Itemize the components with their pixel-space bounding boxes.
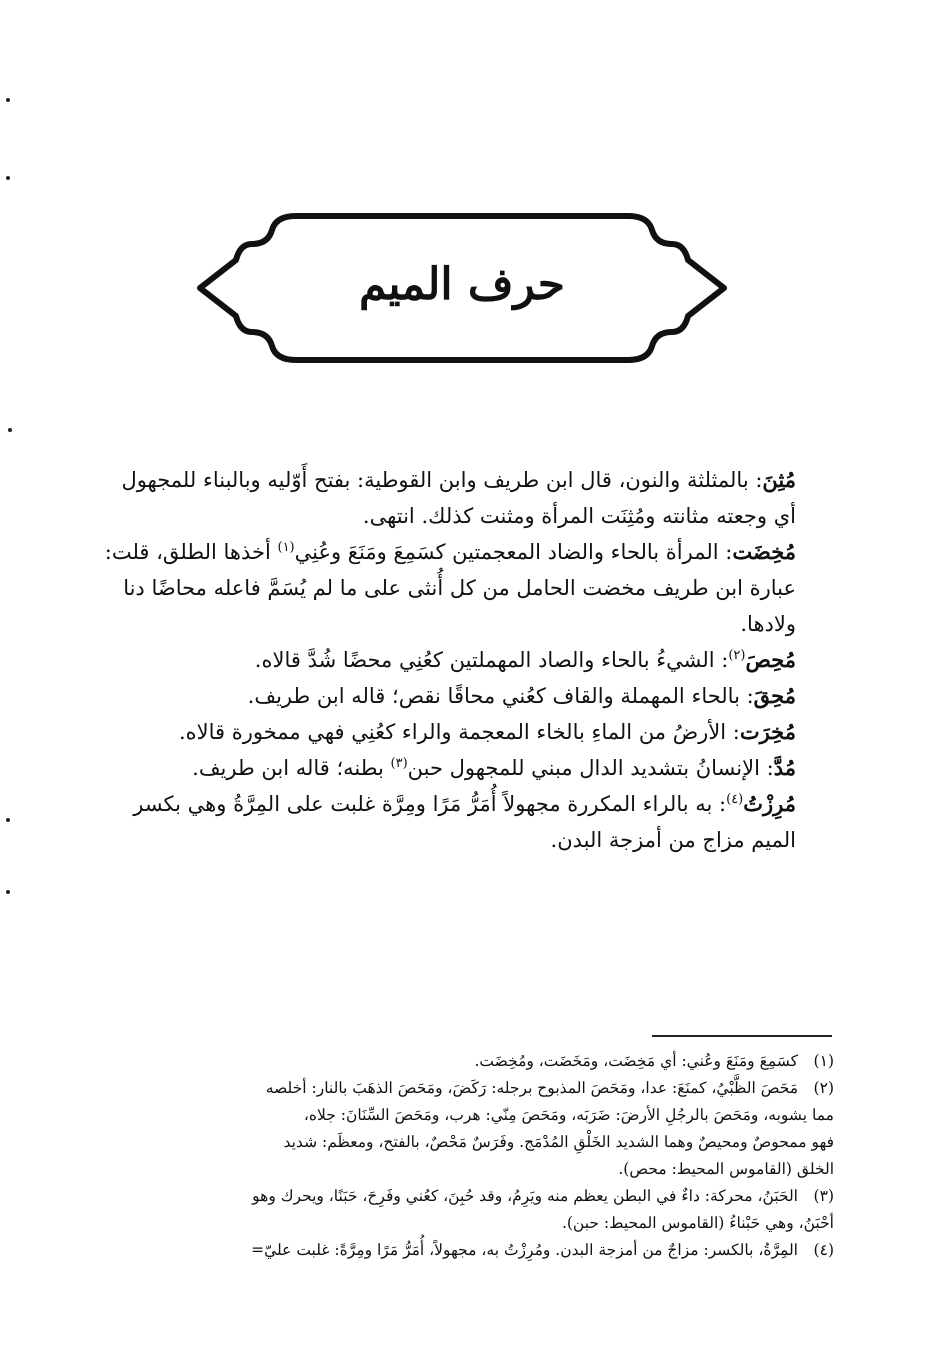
footnote-ref: (٤) (726, 792, 744, 807)
entry (94, 786, 834, 858)
entry-text: : المرأة بالحاء والضاد المعجمتين كسَمِعَ ومَنَعَ وعُنِي (294, 540, 733, 564)
entry-headword: مُرِزْتُ (743, 791, 796, 816)
entry (94, 714, 834, 750)
entry-text: : بالمثلثة والنون، قال ابن طريف وابن القوطية: بفتح أَوّليه وبالبناء للمجهول أي وجعته مثانته ومُثِنَت المرأة ومثنت كذلك. انتهى. (121, 468, 796, 528)
entry (94, 678, 834, 714)
entry-text: : به بالراء المكررة مجهولاً أُمَرُّ مَرًا ومِرَّة غلبت على المِرَّةُ وهي بكسر الميم مزاج من أمزجة البدن. (133, 792, 796, 852)
footnote-line: الحَبَنُ، محركة: داءٌ في البطن يعظم منه ويَرِمُ، وقد حُبِنَ، كعُني وفَرِحَ، حَبَنًا، ويحرك وهو (252, 1187, 798, 1205)
entry-text: : الشيءُ بالحاء والصاد المهملتين كعُنِي محضًا شُدَّ قالاه. (254, 648, 729, 672)
entry-headword: مُدَّ (773, 755, 796, 780)
entry (94, 642, 834, 678)
footnote-number: (١) (813, 1052, 834, 1070)
footnote-ref: (١) (277, 540, 295, 555)
entry (94, 462, 834, 534)
footnote-line: كسَمِعَ ومَنَعَ وعُني: أي مَخِضَت، ومَخَضَت، ومُخِضَت. (474, 1052, 798, 1070)
footnote (94, 1048, 834, 1075)
footnote (94, 1183, 834, 1237)
entry-headword: مُحِصَ (745, 647, 796, 672)
entry-text: : بالحاء المهملة والقاف كعُني محاقًا نقص؛ قاله ابن طريف. (247, 684, 754, 708)
margin-speck (6, 890, 10, 894)
entry-headword: مُخِرَت (739, 719, 796, 744)
entry-text: أخذها الطلق، قلت: عبارة ابن طريف مخضت الحامل من كل أُنثى على ما لم يُسَمَّ فاعله محاضًا دنا ولادها. (104, 540, 796, 636)
entry (94, 750, 834, 786)
entry-headword: مُثِنَ (762, 467, 796, 492)
footnote-line: المِرَّةُ، بالكسر: مزاجٌ من أمزجة البدن. ومُرِزْتُ به، مجهولاً، أُمَرُّ مَرًا ومِرَّةً: غلبت عليّ= (251, 1241, 798, 1259)
entry-text: : الإنسانُ بتشديد الدال مبني للمجهول حبن (407, 756, 774, 780)
footnote (94, 1075, 834, 1183)
margin-speck (8, 428, 12, 432)
entry-headword: مُحِقَ (753, 683, 796, 708)
margin-speck (6, 176, 10, 180)
footnote-number: (٢) (813, 1079, 834, 1097)
footnote-divider (652, 1035, 832, 1037)
entry-headword: مُخِضَت (732, 539, 796, 564)
margin-speck (6, 818, 10, 822)
margin-speck (6, 98, 10, 102)
footnote-ref: (٣) (390, 756, 408, 771)
footnote-line: أحْبَنُ، وهي حَبْناءُ (القاموس المحيط: حبن). (561, 1214, 834, 1232)
footnote (94, 1237, 834, 1264)
footnote-number: (٣) (813, 1187, 834, 1205)
footnotes (94, 1048, 834, 1264)
entry-text: بطنه؛ قاله ابن طريف. (192, 756, 391, 780)
footnote-line: الخلق (القاموس المحيط: محص). (618, 1160, 834, 1178)
footnote-line: مما يشوبه، ومَحَصَ بالرجُلِ الأرضَ: ضَرَبَه، ومَحَصَ مِنّي: هرب، ومَحَصَ السِّنَانَ: جلاه، (303, 1106, 834, 1124)
entry (94, 534, 834, 642)
footnote-line: فهو ممحوصٌ ومحيصٌ وهما الشديد الخَلْقِ المُدْمَج. وفَرَسٌ مَحْصٌ، بالفتح، ومعظَم: شديد (283, 1133, 834, 1151)
footnote-line: مَحَصَ الظَّبْيُ، كمنَعَ: عدا، ومَحَصَ المذبوح برجله: رَكَضَ، ومَحَصَ الذهَبَ بالنار: أخلصه (265, 1079, 798, 1097)
footnote-number: (٤) (813, 1241, 834, 1259)
dictionary-entries (94, 462, 834, 858)
entry-text: : الأرضُ من الماءِ بالخاء المعجمة والراء كعُنِي فهي ممخورة قالاه. (178, 720, 740, 744)
footnote-ref: (٢) (728, 648, 746, 663)
chapter-title: حرف الميم (358, 259, 566, 310)
